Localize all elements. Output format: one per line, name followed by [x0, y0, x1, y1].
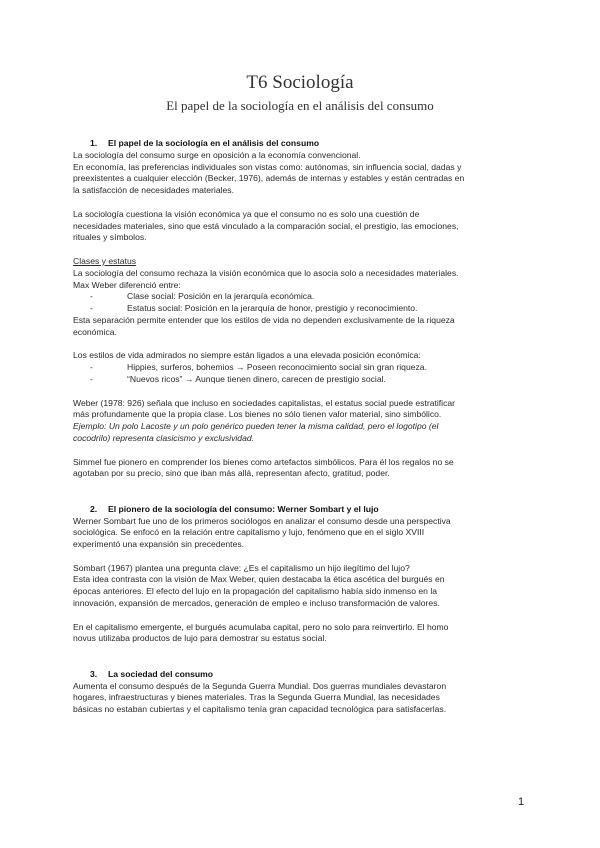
subheading-clases-estatus: Clases y estatus [73, 255, 137, 266]
paragraph: La sociología del consumo surge en oposición a la economía convencional. En economía, las preferencias individuales son vistas como: autónomas, sin influencia social, dadas y preexistentes a cualquier elección (Becker, 1976), además de internas y estables y están centradas en la satisfacción de necesidades materiales. [73, 149, 465, 196]
list-item: - Hippies, surferos, bohemios → Poseen reconocimiento social sin gran riqueza. [90, 362, 427, 373]
paragraph: Simmel fue pionero en comprender los bienes como artefactos simbólicos. Para él los regalos no se agotaban por su precio, sino que iban más allá, representan afecto, gratitud, poder. [73, 456, 454, 479]
list-item: - Clase social: Posición en la jerarquía económica. [90, 291, 315, 302]
paragraph: La sociología del consumo rechaza la visión económica que lo asocia solo a necesidades materiales. Max Weber diferenció entre: [73, 267, 459, 290]
document-title: T6 Sociología [246, 72, 354, 93]
section-2-heading: 2. El pionero de la sociología del consumo: Werner Sombart y el lujo [90, 503, 379, 514]
section-3-heading: 3. La sociedad del consumo [90, 668, 214, 679]
list-item: - “Nuevos ricos” → Aunque tienen dinero, carecen de prestigio social. [90, 373, 386, 384]
paragraph: Werner Sombart fue uno de los primeros sociólogos en analizar el consumo desde una perspectiva sociológica. Se enfocó en la relación entre capitalismo y lujo, fenómeno que en el siglo XVIII experimentó una expansión sin precedentes. [73, 515, 451, 550]
paragraph: Aumenta el consumo después de la Segunda Guerra Mundial. Dos guerras mundiales devastaron hogares, infraestructuras y bienes materiales. Tras la Segunda Guerra Mundial, las necesidades básicas no estaban cubiertas y el capitalismo tenía gran capacidad tecnológica para satisfacerlas. [73, 680, 447, 715]
document-subtitle: El papel de la sociología en el análisis del consumo [166, 98, 434, 113]
paragraph: En el capitalismo emergente, el burgués acumulaba capital, pero no solo para reinvertirlo. El homo novus utilizaba productos de lujo para demostrar su estatus social. [73, 621, 449, 644]
list-item: - Estatus social: Posición en la jerarquía de honor, prestigio y reconocimiento. [90, 303, 418, 314]
paragraph: Weber (1978: 926) señala que incluso en sociedades capitalistas, el estatus social puede estratificar más profundamente que la propia clase. Los bienes no sólo tienen valor material, sino simbólico. Ejemplo: Un polo Lacoste y un polo genérico pueden tener la misma calidad, pero el logotipo (el cocodrilo) representa clasicismo y exclusividad. [73, 397, 456, 443]
paragraph: Sombart (1967) plantea una pregunta clave: ¿Es el capitalismo un hijo ilegítimo del lujo? Esta idea contrasta con la visión de Max Weber, quien destacaba la ética ascética del burgués en épocas anteriores. El efecto del lujo en la propagación del capitalismo había sido inmenso en la innovación, expansión de mercados, generación de empleo e incluso transformación de valores. [73, 562, 445, 609]
paragraph: Esta separación permite entender que los estilos de vida no dependen exclusivamente de la riqueza económica. [73, 314, 455, 337]
paragraph: Los estilos de vida admirados no siempre están ligados a una elevada posición económica: [73, 350, 421, 361]
document-body [73, 138, 533, 716]
section-1-heading: 1. El papel de la sociología en el análisis del consumo [90, 138, 320, 148]
page-number: 1 [518, 796, 525, 808]
paragraph: La sociología cuestiona la visión económica ya que el consumo no es solo una cuestión de necesidades materiales, sino que está vinculado a la comparación social, el prestigio, las emociones, rituales y símbolos. [73, 208, 459, 243]
